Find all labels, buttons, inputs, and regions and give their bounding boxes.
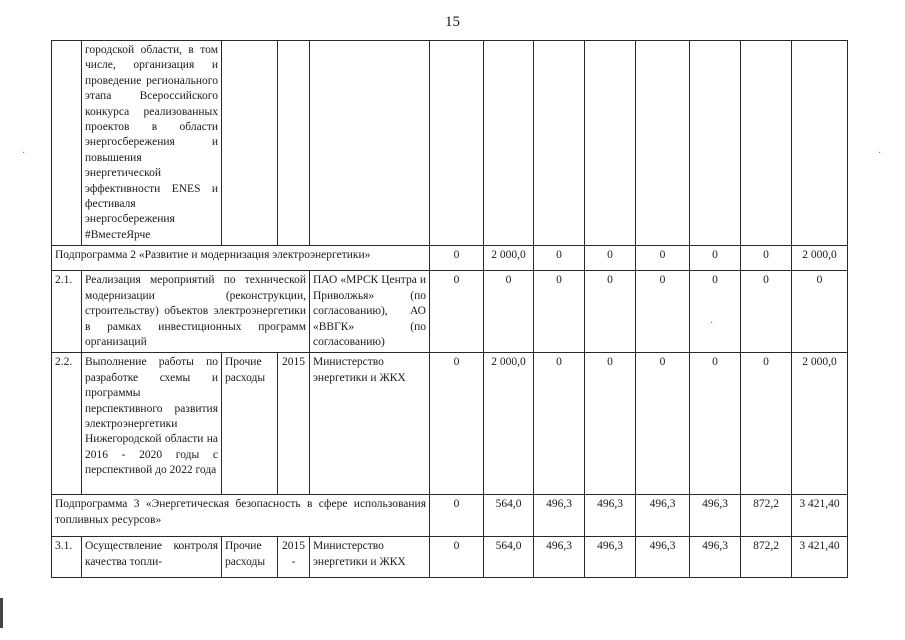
value-cell: 0 — [741, 353, 792, 495]
value-cell: 0 — [585, 246, 636, 271]
scan-edge-mark — [0, 598, 3, 628]
item-name: Реализация мероприятий по технической модернизации (реконструкции, строительству) объектов электроэнергетики в рамках инвестиционных программ организаций — [82, 271, 310, 353]
subprogram-title: Подпрограмма 2 «Развитие и модернизация электроэнергетики» — [52, 246, 430, 271]
scan-speck: · — [22, 148, 26, 159]
value-cell: 0 — [636, 246, 690, 271]
value-cell: 0 — [430, 495, 484, 537]
subprogram-title: Подпрограмма 3 «Энергетическая безопасность в сфере использования топливных ресурсов» — [52, 495, 430, 537]
value-cell: 496,3 — [534, 495, 585, 537]
value-cell — [534, 41, 585, 246]
value-cell: 0 — [690, 353, 741, 495]
funding-source: Прочие расходы — [222, 353, 278, 495]
value-cell: 0 — [585, 353, 636, 495]
page-number: 15 — [445, 14, 460, 30]
executor: Министерство энергетики и ЖКХ — [310, 537, 430, 578]
value-cell: 496,3 — [585, 537, 636, 578]
value-cell: 0 — [534, 353, 585, 495]
value-cell: 0 — [534, 246, 585, 271]
value-cell: 0 — [430, 271, 484, 353]
subprogram-row — [52, 246, 848, 271]
value-cell: 0 — [430, 353, 484, 495]
value-cell: 872,2 — [741, 495, 792, 537]
item-name: городской области, в том числе, организация и проведение регионального этапа Всероссийского конкурса реализованных проектов в области энергосбережения и повышения энергетической эффективности ENES и фестиваля энергосбережения #ВместеЯрче — [82, 41, 222, 246]
value-cell — [792, 41, 848, 246]
value-cell — [690, 41, 741, 246]
scan-speck: · — [710, 318, 714, 329]
value-cell: 2 000,0 — [792, 246, 848, 271]
value-cell: 3 421,40 — [792, 537, 848, 578]
value-cell: 0 — [741, 246, 792, 271]
table-row — [52, 353, 848, 495]
value-cell: 496,3 — [585, 495, 636, 537]
value-cell: 496,3 — [636, 495, 690, 537]
value-cell — [484, 41, 534, 246]
item-number: 2.1. — [52, 271, 82, 353]
value-cell: 0 — [636, 271, 690, 353]
value-cell: 496,3 — [690, 495, 741, 537]
value-cell: 0 — [690, 271, 741, 353]
table-row — [52, 271, 848, 353]
item-year: 2015 — [278, 353, 310, 495]
value-cell: 0 — [430, 537, 484, 578]
subprogram-row — [52, 495, 848, 537]
value-cell: 2 000,0 — [792, 353, 848, 495]
item-number: 3.1. — [52, 537, 82, 578]
item-year: 2015 - — [278, 537, 310, 578]
value-cell: 564,0 — [484, 495, 534, 537]
executor: ПАО «МРСК Центра и Приволжья» (по согласованию), АО «ВВГК» (по согласованию) — [310, 271, 430, 353]
value-cell: 0 — [430, 246, 484, 271]
item-name: Выполнение работы по разработке схемы и программы перспективного развития электроэнергетики Нижегородской области на 2016 - 2020 годы с перспективой до 2022 года — [82, 353, 222, 495]
value-cell — [585, 41, 636, 246]
value-cell: 496,3 — [534, 537, 585, 578]
value-cell — [430, 41, 484, 246]
value-cell: 0 — [585, 271, 636, 353]
value-cell — [636, 41, 690, 246]
scan-speck: · — [878, 148, 882, 159]
executor: Министерство энергетики и ЖКХ — [310, 353, 430, 495]
program-table — [51, 40, 848, 578]
item-name: Осуществление контроля качества топли- — [82, 537, 222, 578]
value-cell — [741, 41, 792, 246]
value-cell: 0 — [741, 271, 792, 353]
value-cell: 872,2 — [741, 537, 792, 578]
value-cell: 2 000,0 — [484, 246, 534, 271]
value-cell: 0 — [534, 271, 585, 353]
value-cell: 0 — [636, 353, 690, 495]
value-cell: 0 — [484, 271, 534, 353]
value-cell: 496,3 — [690, 537, 741, 578]
item-year — [278, 41, 310, 246]
table-row — [52, 41, 848, 246]
executor — [310, 41, 430, 246]
value-cell: 0 — [690, 246, 741, 271]
value-cell: 2 000,0 — [484, 353, 534, 495]
value-cell: 3 421,40 — [792, 495, 848, 537]
value-cell: 0 — [792, 271, 848, 353]
value-cell: 564,0 — [484, 537, 534, 578]
table-row — [52, 537, 848, 578]
funding-source — [222, 41, 278, 246]
item-number — [52, 41, 82, 246]
funding-source: Прочие расходы — [222, 537, 278, 578]
value-cell: 496,3 — [636, 537, 690, 578]
item-number: 2.2. — [52, 353, 82, 495]
